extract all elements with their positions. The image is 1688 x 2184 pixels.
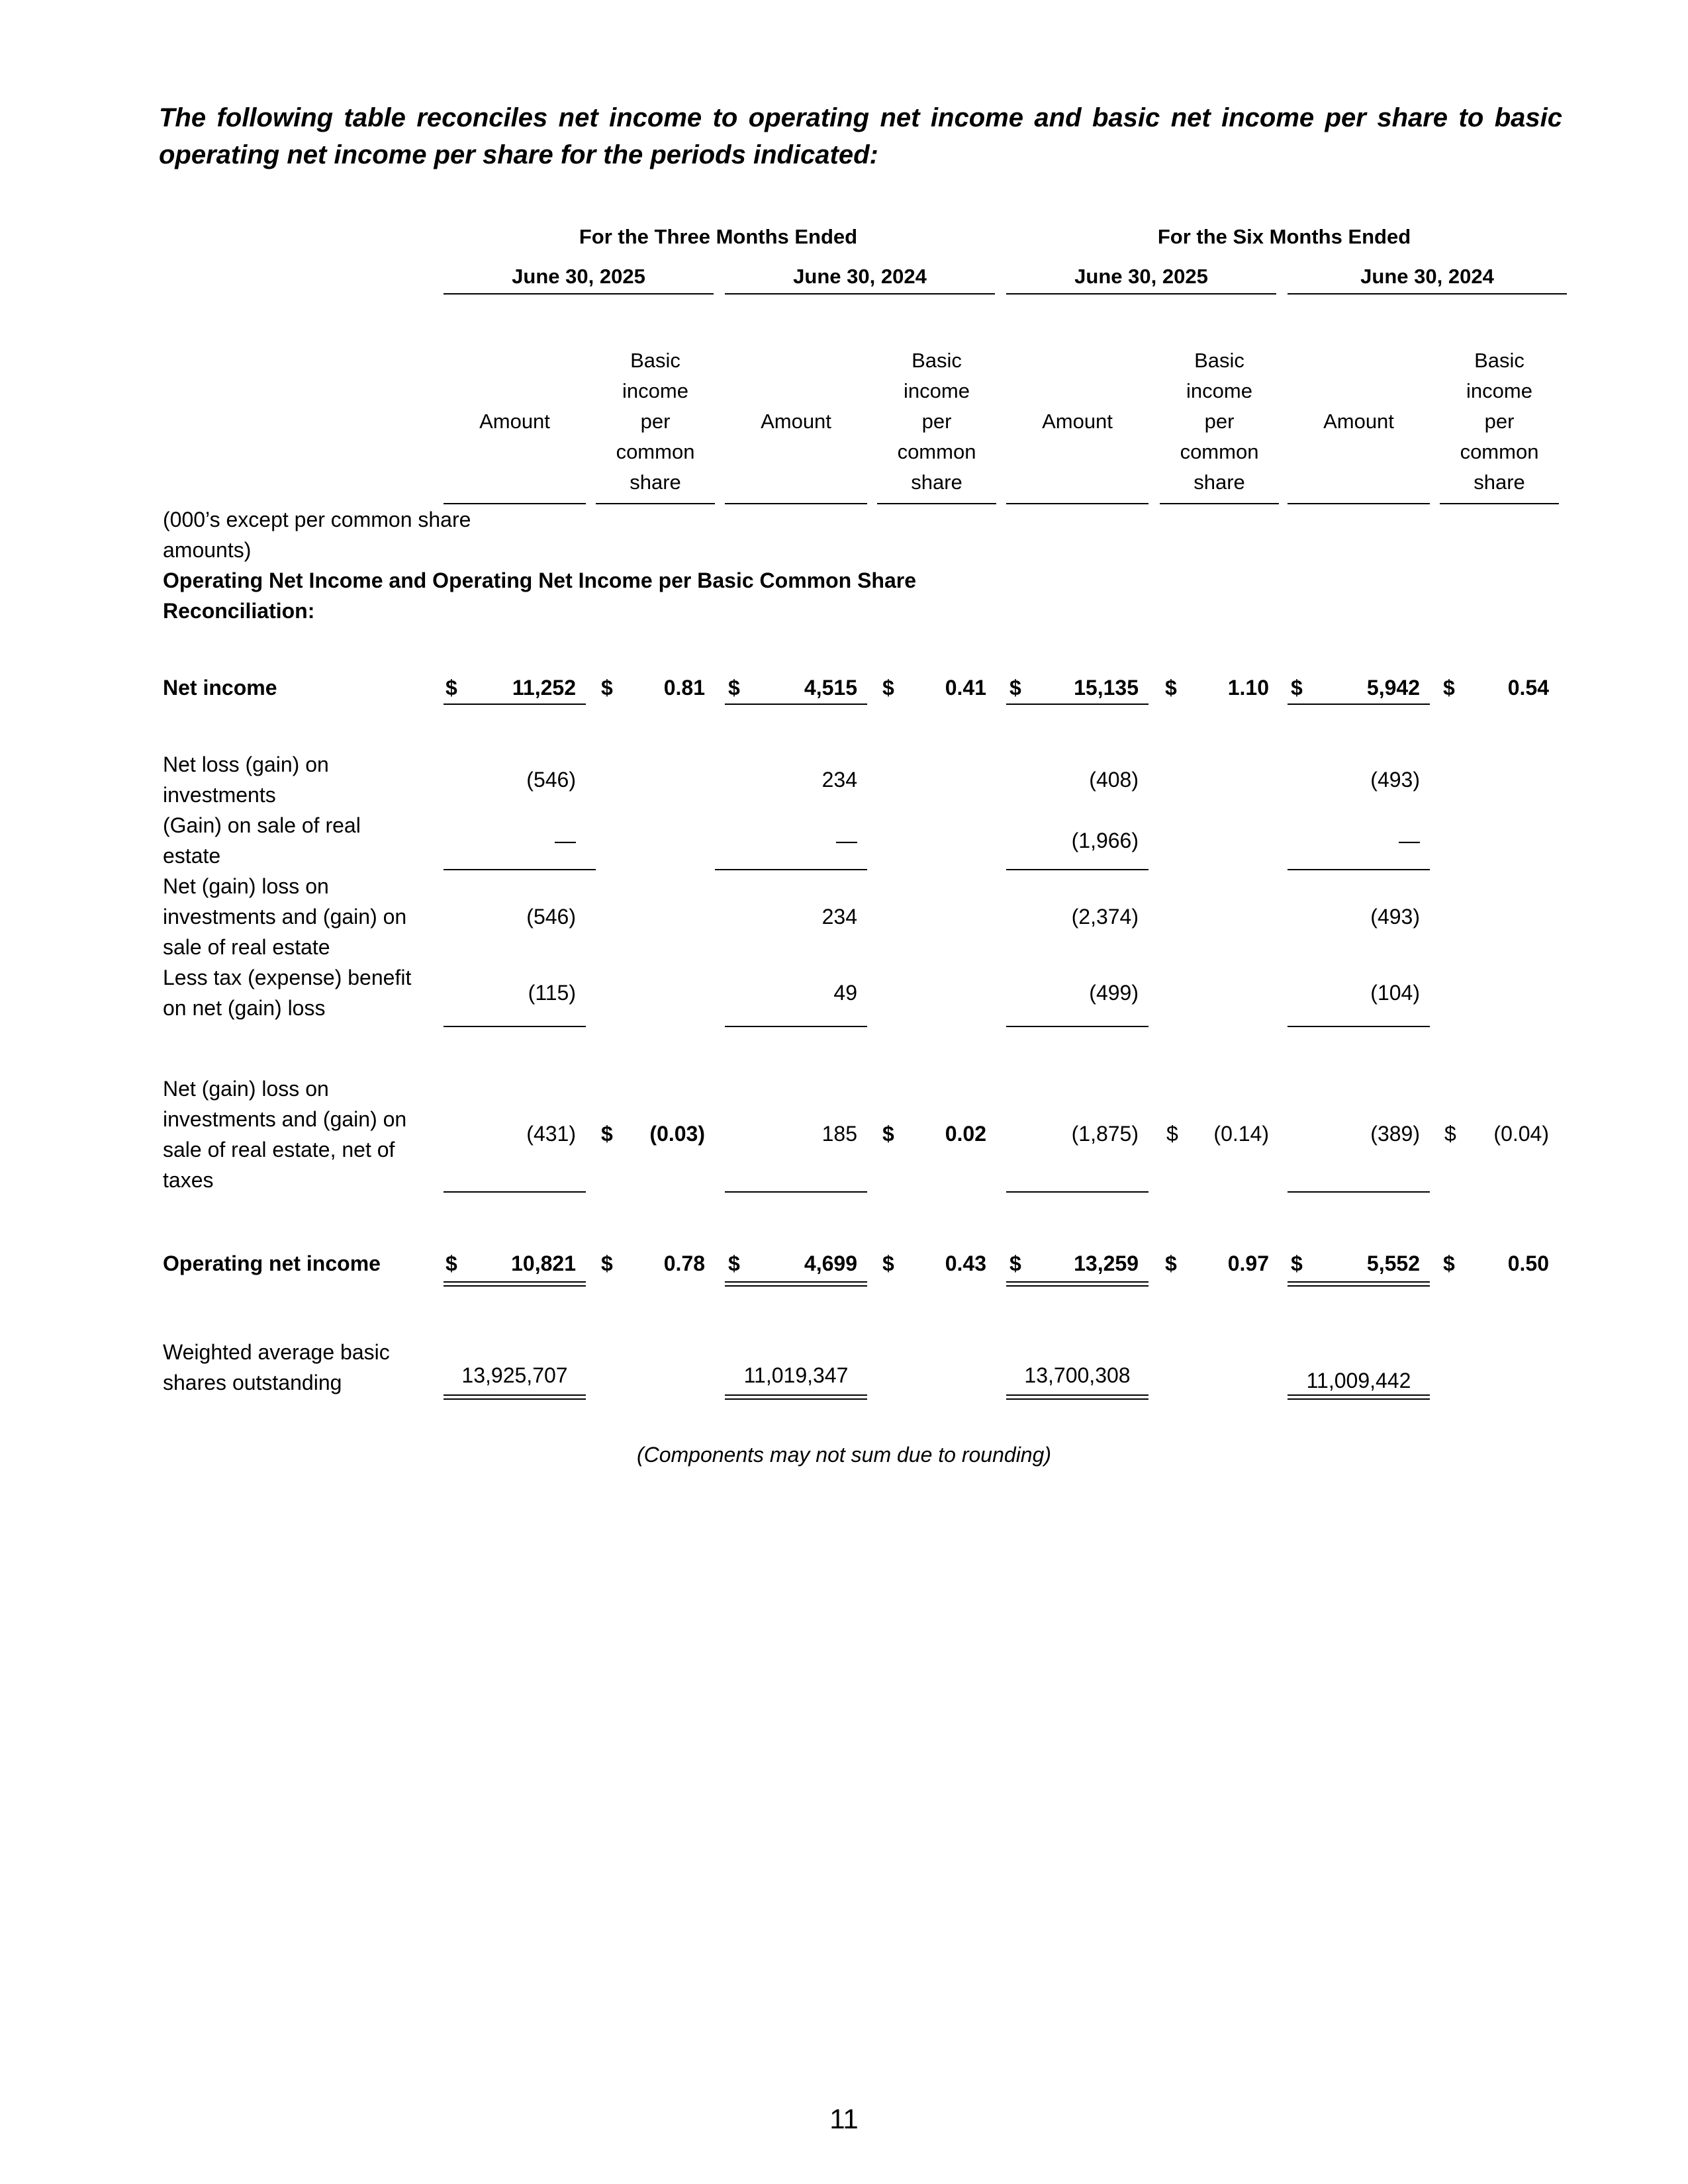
period-underline: [444, 293, 714, 295]
six-months-header: For the Six Months Ended: [1157, 225, 1411, 248]
column-underline: [877, 503, 996, 504]
period-underline: [1288, 293, 1567, 295]
per-share-header: Basic income per common share: [1460, 349, 1539, 494]
per-share-cell: 0.43: [945, 1251, 986, 1275]
amount-cell: (1,875): [1071, 1122, 1139, 1146]
amount-cell: 185: [821, 1122, 857, 1146]
dollar-sign: $: [882, 1122, 894, 1146]
shares-cell: 11,019,347: [743, 1363, 849, 1387]
amount-cell: (1,966): [1071, 829, 1139, 852]
per-share-header: Basic income per common share: [616, 349, 695, 494]
cell-underline: [1288, 704, 1430, 705]
cell-underline: [1006, 704, 1149, 705]
dollar-sign: $: [601, 676, 613, 700]
period-header-2: June 30, 2024: [793, 265, 927, 288]
dollar-sign: $: [445, 676, 457, 700]
per-share-cell: (0.03): [649, 1122, 705, 1146]
section-title: Operating Net Income and Operating Net Income per Basic Common Share Reconciliation:: [163, 569, 917, 623]
dollar-sign: $: [728, 1251, 740, 1275]
per-share-cell: 0.78: [663, 1251, 705, 1275]
amount-header: Amount: [479, 410, 550, 433]
amount-cell: (389): [1370, 1122, 1420, 1146]
per-share-cell: 1.10: [1227, 676, 1269, 700]
column-underline: [1160, 503, 1279, 504]
cell-underline: [1006, 869, 1149, 870]
period-underline: [1006, 293, 1276, 295]
cell-underline: [1006, 1026, 1149, 1027]
amount-cell: 4,515: [804, 676, 857, 700]
row-label-tax: Less tax (expense) benefit on net (gain) loss: [163, 966, 412, 1020]
amount-cell: (493): [1370, 768, 1420, 792]
shares-cell: 13,700,308: [1024, 1363, 1131, 1387]
dollar-sign: $: [1291, 1251, 1303, 1275]
period-underline: [725, 293, 995, 295]
cell-underline: [444, 1191, 586, 1193]
amount-cell: (546): [526, 905, 576, 929]
per-share-cell: 0.41: [945, 676, 986, 700]
dollar-sign: $: [1443, 1251, 1455, 1275]
per-share-cell: (0.04): [1493, 1122, 1549, 1146]
double-underline: [1288, 1394, 1430, 1400]
amount-cell: —: [836, 829, 857, 852]
double-underline: [1006, 1394, 1149, 1400]
cell-underline: [444, 1026, 586, 1027]
per-share-header: Basic income per common share: [897, 349, 976, 494]
dollar-sign: $: [1009, 1251, 1021, 1275]
dollar-sign: $: [445, 1251, 457, 1275]
per-share-cell: 0.97: [1227, 1251, 1269, 1275]
double-underline: [725, 1394, 867, 1400]
column-underline: [725, 503, 867, 504]
double-underline: [1288, 1281, 1430, 1287]
dollar-sign: $: [1166, 1122, 1178, 1146]
three-months-header: For the Three Months Ended: [579, 225, 858, 248]
double-underline: [444, 1394, 586, 1400]
amount-cell: (115): [528, 981, 576, 1005]
cell-underline: [715, 869, 867, 870]
row-label-operating-net-income: Operating net income: [163, 1251, 381, 1275]
double-underline: [725, 1281, 867, 1287]
cell-underline: [444, 704, 586, 705]
amount-header: Amount: [1042, 410, 1113, 433]
dollar-sign: $: [1165, 1251, 1177, 1275]
double-underline: [444, 1281, 586, 1287]
amount-header: Amount: [761, 410, 831, 433]
amount-header: Amount: [1323, 410, 1394, 433]
column-underline: [596, 503, 715, 504]
column-underline: [1440, 503, 1559, 504]
period-header-1: June 30, 2025: [512, 265, 645, 288]
dollar-sign: $: [601, 1251, 613, 1275]
rounding-footnote: (Components may not sum due to rounding): [636, 1443, 1052, 1467]
period-header-4: June 30, 2024: [1360, 265, 1494, 288]
cell-underline: [725, 1191, 867, 1193]
cell-underline: [1006, 1191, 1149, 1193]
amount-cell: —: [1399, 829, 1420, 852]
double-underline: [1006, 1281, 1149, 1287]
row-label-net-loss-investments: Net loss (gain) on investments: [163, 752, 329, 807]
dollar-sign: $: [882, 676, 894, 700]
amount-cell: (408): [1089, 768, 1139, 792]
row-label-gain-sale-real-estate: (Gain) on sale of real estate: [163, 813, 361, 868]
per-share-cell: 0.50: [1507, 1251, 1549, 1275]
amount-cell: 13,259: [1074, 1251, 1139, 1275]
dollar-sign: $: [1443, 676, 1455, 700]
page-number: 11: [829, 2103, 859, 2134]
row-label-net-of-taxes: Net (gain) loss on investments and (gain) on sale of real estate, net of taxes: [163, 1077, 407, 1192]
amount-cell: 11,252: [512, 676, 576, 700]
row-label-weighted-shares: Weighted average basic shares outstanding: [163, 1340, 390, 1394]
amount-cell: (499): [1089, 981, 1139, 1005]
intro-paragraph: The following table reconciles net income to operating net income and basic net income per share to basic operating net income per share for the periods indicated:: [159, 103, 1562, 169]
dollar-sign: $: [601, 1122, 613, 1146]
cell-underline: [1288, 1191, 1430, 1193]
dollar-sign: $: [1009, 676, 1021, 700]
amount-cell: 15,135: [1074, 676, 1139, 700]
per-share-cell: 0.54: [1507, 676, 1549, 700]
dollar-sign: $: [728, 676, 740, 700]
amount-cell: 5,942: [1366, 676, 1420, 700]
period-header-3: June 30, 2025: [1074, 265, 1208, 288]
amount-cell: 10,821: [511, 1251, 576, 1275]
amount-cell: (2,374): [1071, 905, 1139, 929]
amount-cell: (431): [526, 1122, 576, 1146]
cell-underline: [1288, 869, 1430, 870]
cell-underline: [444, 869, 596, 870]
amount-cell: (493): [1370, 905, 1420, 929]
units-note: (000’s except per common share amounts): [163, 508, 471, 562]
per-share-cell: 0.81: [663, 676, 705, 700]
amount-cell: 5,552: [1366, 1251, 1420, 1275]
per-share-cell: 0.02: [945, 1122, 986, 1146]
dollar-sign: $: [882, 1251, 894, 1275]
amount-cell: 4,699: [804, 1251, 857, 1275]
row-label-net-gain-loss: Net (gain) loss on investments and (gain) on sale of real estate: [163, 874, 407, 959]
dollar-sign: $: [1444, 1122, 1456, 1146]
column-underline: [1006, 503, 1149, 504]
cell-underline: [725, 704, 867, 705]
per-share-cell: (0.14): [1213, 1122, 1269, 1146]
amount-cell: —: [555, 829, 576, 852]
amount-cell: (104): [1370, 981, 1420, 1005]
amount-cell: 234: [821, 905, 857, 929]
amount-cell: 234: [821, 768, 857, 792]
dollar-sign: $: [1291, 676, 1303, 700]
shares-cell: 13,925,707: [461, 1363, 568, 1387]
shares-cell: 11,009,442: [1306, 1369, 1411, 1392]
dollar-sign: $: [1165, 676, 1177, 700]
cell-underline: [1288, 1026, 1430, 1027]
row-label-net-income: Net income: [163, 676, 277, 700]
column-underline: [1288, 503, 1430, 504]
cell-underline: [725, 1026, 867, 1027]
per-share-header: Basic income per common share: [1180, 349, 1259, 494]
amount-cell: (546): [526, 768, 576, 792]
amount-cell: 49: [833, 981, 857, 1005]
